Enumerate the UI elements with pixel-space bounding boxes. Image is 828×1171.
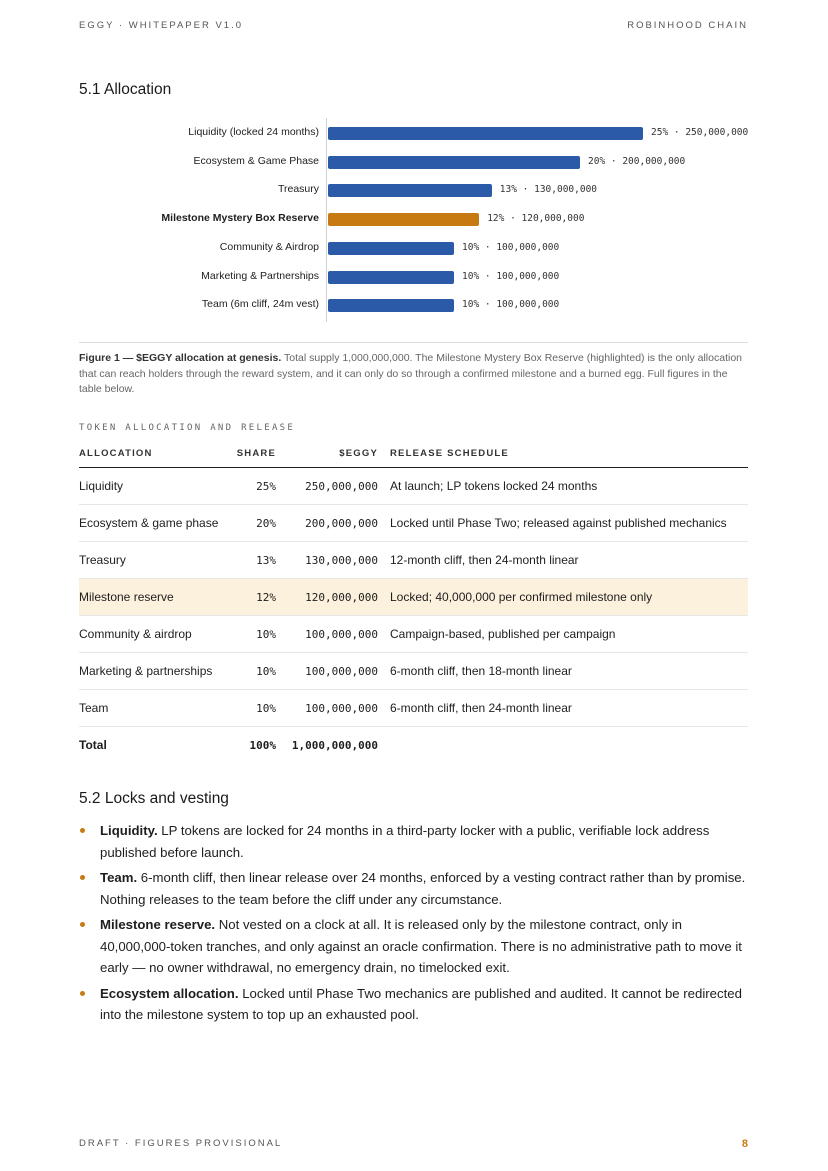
figure-caption [79,351,749,398]
chart-value-label: 20% · 200,000,000 [588,155,686,167]
section-title-locks: 5.2 Locks and vesting [79,790,229,807]
table-row [79,579,748,616]
cell-total-share: 100% [249,738,276,752]
chart-value-label: 13% · 130,000,000 [499,184,598,196]
chart-category-label: Milestone Mystery Box Reserve [161,212,319,225]
cell-schedule: 6-month cliff, then 18-month linear [378,653,748,690]
cell-amount: 100,000,000 [276,616,378,653]
page-number: 8 [741,1138,748,1150]
header-chain-name: ROBINHOOD CHAIN [627,20,748,31]
chart-bar [328,127,643,140]
cell-amount: 200,000,000 [276,505,378,542]
bullet-text: Locked until Phase Two mechanics are published and audited. It cannot be redirected into the milestone system to top up an exhausted pool. [100,985,742,1022]
header-doc-title: EGGY · WHITEPAPER V1.0 [79,20,244,31]
table-row [79,505,748,542]
col-header-schedule: RELEASE SCHEDULE [378,440,748,468]
bullet-dot-icon [80,875,85,880]
bullet-dot-icon [80,991,85,996]
footer-status: DRAFT · FIGURES PROVISIONAL [79,1138,283,1149]
bullet-text: Not vested on a clock at all. It is released only by the milestone contract, only in 40,000,000-token tranches, and only against an oracle confirmation. There is no administrative path to move it early — no owner withdrawal, no emergency drain, no timelocked exit. [100,917,742,975]
vesting-bullet-list [79,820,749,1030]
chart-bar [328,271,454,284]
cell-schedule: 6-month cliff, then 24-month linear [378,690,748,727]
table-row [79,690,748,727]
caption-title: Figure 1 — $EGGY allocation at genesis. [79,352,282,364]
table-row [79,616,748,653]
cell-share: 12% [229,579,276,616]
cell-share: 20% [229,505,276,542]
table-body [79,468,748,764]
cell-schedule: At launch; LP tokens locked 24 months [378,468,748,505]
cell-share: 13% [229,542,276,579]
bullet-text: LP tokens are locked for 24 months in a third-party locker with a public, verifiable lock address published before launch. [100,823,710,860]
cell-share: 10% [229,616,276,653]
chart-category-label: Liquidity (locked 24 months) [188,126,319,138]
chart-value-label: 10% · 100,000,000 [462,241,560,253]
cell-amount: 100,000,000 [276,690,378,727]
cell-share: 25% [229,468,276,505]
chart-category-label: Team (6m cliff, 24m vest) [201,298,319,311]
allocation-bar-chart [79,118,751,326]
cell-total-amount: 1,000,000,000 [291,738,378,752]
chart-value-label: 25% · 250,000,000 [651,127,749,138]
bullet-lead: Team. [100,870,138,885]
chart-category-label: Ecosystem & Game Phase [193,154,319,167]
page-header [79,20,748,31]
table-total-row [79,727,748,764]
cell-amount: 250,000,000 [276,468,378,505]
cell-share: 10% [229,690,276,727]
cell-allocation: Milestone reserve [79,579,229,616]
cell-allocation: Community & airdrop [79,616,229,653]
cell-allocation: Liquidity [79,468,229,505]
chart-divider [79,342,748,343]
cell-schedule: Locked; 40,000,000 per confirmed milestone only [378,579,748,616]
chart-category-label: Marketing & Partnerships [201,269,319,282]
table-row [79,468,748,505]
table-header-row [79,440,748,468]
chart-value-label: 10% · 100,000,000 [462,299,560,311]
cell-allocation: Treasury [79,542,229,579]
caption-text: Total supply 1,000,000,000. The Milestone Mystery Box Reserve (highlighted) is the only allocation that can reach holders through the reward system, and it can only do so through a confirmed milestone and a burned egg. Full figures in the table below. [79,352,742,395]
cell-allocation: Team [79,690,229,727]
col-header-eggy: $EGGY [276,440,378,468]
bullet-lead: Milestone reserve. [100,917,216,932]
bullet-lead: Liquidity. [100,823,158,838]
chart-bar [328,242,454,255]
cell-share: 10% [229,653,276,690]
bullet-item [79,914,749,979]
col-header-share: SHARE [229,440,276,468]
cell-total-empty [378,727,748,764]
chart-bar [328,184,492,197]
col-header-allocation: ALLOCATION [79,440,229,468]
bullet-text: 6-month cliff, then linear release over 24 months, enforced by a vesting contract rather than by promise. Nothing releases to the team before the cliff under any circumstance. [100,870,746,907]
chart-category-label: Treasury [277,183,319,196]
chart-bar [328,299,454,312]
cell-allocation: Ecosystem & game phase [79,505,229,542]
bullet-dot-icon [80,828,85,833]
allocation-table [79,440,748,763]
bullet-dot-icon [80,922,85,927]
table-row [79,542,748,579]
bullet-item [79,983,749,1026]
chart-category-label: Community & Airdrop [219,240,319,253]
chart-bar [328,156,580,169]
table-title: TOKEN ALLOCATION AND RELEASE [79,423,296,433]
chart-axis-line [326,118,327,322]
cell-schedule: Campaign-based, published per campaign [378,616,748,653]
chart-value-label: 12% · 120,000,000 [487,213,585,225]
cell-allocation: Marketing & partnerships [79,653,229,690]
section-title-allocation: 5.1 Allocation [79,81,172,98]
cell-amount: 130,000,000 [276,542,378,579]
table-row [79,653,748,690]
chart-bar [328,213,479,226]
bullet-item [79,867,749,910]
cell-amount: 100,000,000 [276,653,378,690]
cell-schedule: Locked until Phase Two; released against published mechanics [378,505,748,542]
cell-total-label: Total [79,738,107,752]
page-footer [79,1138,748,1150]
cell-schedule: 12-month cliff, then 24-month linear [378,542,748,579]
bullet-item [79,820,749,863]
cell-amount: 120,000,000 [276,579,378,616]
chart-value-label: 10% · 100,000,000 [462,270,560,282]
bullet-lead: Ecosystem allocation. [100,985,239,1001]
